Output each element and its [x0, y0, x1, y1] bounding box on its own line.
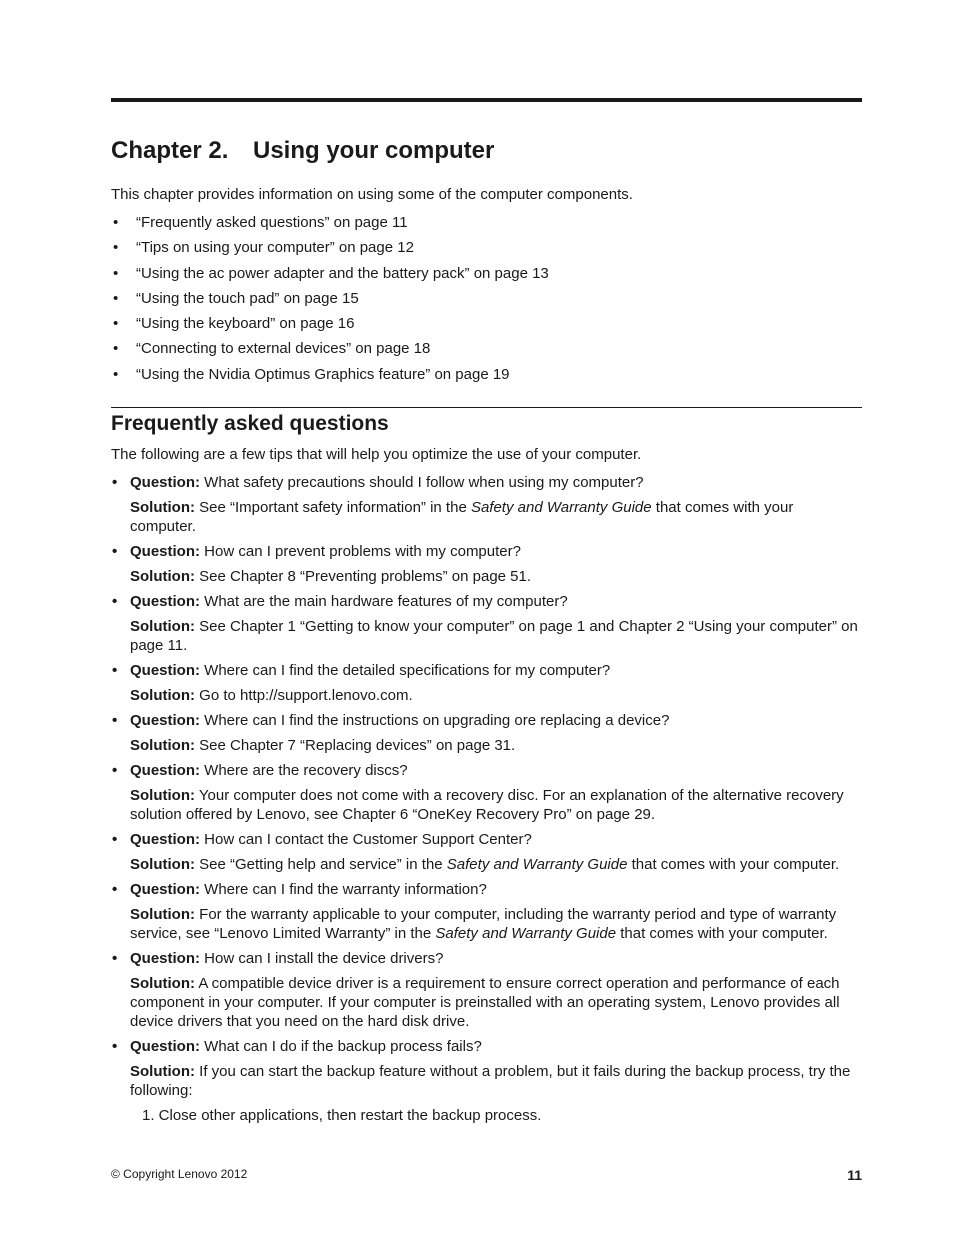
solution-step: 1. Close other applications, then restart the backup process.: [142, 1107, 542, 1124]
solution-label: Solution:: [130, 1063, 195, 1080]
faq-question: [130, 542, 862, 561]
solution-label: Solution:: [130, 499, 195, 516]
chapter-number: Chapter 2.: [111, 137, 229, 164]
faq-question: [130, 661, 862, 680]
question-label: Question:: [130, 474, 200, 491]
solution-label: Solution:: [130, 618, 195, 635]
question-text: Where can I find the detailed specifications for my computer?: [204, 662, 611, 679]
toc-item[interactable]: • “Using the touch pad” on page 15: [111, 289, 549, 314]
solution-steps: [130, 1106, 862, 1125]
faq-item: [111, 592, 862, 655]
solution-text: See “Getting help and service” in the: [199, 856, 447, 873]
faq-item: [111, 1037, 862, 1125]
question-label: Question:: [130, 712, 200, 729]
chapter-intro: This chapter provides information on using some of the computer components.: [111, 186, 633, 203]
question-text: Where can I find the warranty information?: [204, 881, 487, 898]
faq-question: [130, 473, 862, 492]
solution-text-after: that comes with your computer.: [627, 856, 840, 873]
faq-question: [130, 949, 862, 968]
question-label: Question:: [130, 662, 200, 679]
faq-item: [111, 949, 862, 1031]
section-title: Frequently asked questions: [111, 412, 389, 435]
faq-item: [111, 761, 862, 824]
solution-text: Go to http://support.lenovo.com.: [199, 687, 413, 704]
faq-question: [130, 761, 862, 780]
solution-label: Solution:: [130, 906, 195, 923]
faq-solution: [130, 905, 862, 943]
solution-text: A compatible device driver is a requirement to ensure correct operation and performance of each component in your computer. If your computer is preinstalled with an operating system, Lenovo provides all device drivers that you need on the hard disk drive.: [130, 975, 840, 1030]
chapter-title: [111, 136, 494, 166]
faq-solution: [130, 855, 862, 874]
solution-text-after: that comes with your computer.: [616, 925, 828, 942]
toc-item[interactable]: • “Frequently asked questions” on page 11: [111, 213, 549, 238]
toc-item[interactable]: • “Connecting to external devices” on page 18: [111, 339, 549, 364]
guide-title: Safety and Warranty Guide: [435, 925, 617, 942]
solution-text: See Chapter 1 “Getting to know your computer” on page 1 and Chapter 2 “Using your computer” on page 11.: [130, 618, 858, 654]
guide-title: Safety and Warranty Guide: [446, 856, 628, 873]
faq-question: [130, 711, 862, 730]
faq-item: [111, 661, 862, 705]
solution-label: Solution:: [130, 737, 195, 754]
solution-text-after: that comes with your computer.: [130, 499, 794, 535]
question-label: Question:: [130, 593, 200, 610]
solution-label: Solution:: [130, 787, 195, 804]
question-text: How can I contact the Customer Support Center?: [204, 831, 532, 848]
solution-label: Solution:: [130, 856, 195, 873]
question-text: Where are the recovery discs?: [204, 762, 408, 779]
question-text: What are the main hardware features of my computer?: [204, 593, 568, 610]
chapter-name: Using your computer: [253, 137, 495, 164]
faq-item: [111, 473, 862, 536]
section-rule: [111, 407, 862, 408]
question-label: Question:: [130, 543, 200, 560]
faq-item: [111, 711, 862, 755]
question-label: Question:: [130, 950, 200, 967]
faq-item: [111, 880, 862, 943]
solution-label: Solution:: [130, 975, 195, 992]
faq-solution: [130, 786, 862, 824]
toc-item[interactable]: • “Using the keyboard” on page 16: [111, 314, 549, 339]
solution-text: For the warranty applicable to your computer, including the warranty period and type of warranty service, see “Lenovo Limited Warranty” in the: [130, 906, 837, 942]
solution-text: See Chapter 8 “Preventing problems” on page 51.: [199, 568, 532, 585]
page-number: 11: [847, 1167, 862, 1183]
faq-list: [111, 473, 862, 1131]
solution-text: Your computer does not come with a recovery disc. For an explanation of the alternative recovery solution offered by Lenovo, see Chapter 6 “OneKey Recovery Pro” on page 29.: [130, 787, 844, 823]
faq-item: [111, 542, 862, 586]
question-label: Question:: [130, 1038, 200, 1055]
faq-question: [130, 1037, 862, 1056]
solution-label: Solution:: [130, 568, 195, 585]
faq-question: [130, 830, 862, 849]
question-text: How can I prevent problems with my computer?: [204, 543, 521, 560]
question-label: Question:: [130, 762, 200, 779]
question-text: Where can I find the instructions on upgrading ore replacing a device?: [204, 712, 670, 729]
question-text: What safety precautions should I follow when using my computer?: [204, 474, 644, 491]
toc-item[interactable]: • “Using the Nvidia Optimus Graphics feature” on page 19: [111, 365, 549, 390]
faq-question: [130, 592, 862, 611]
question-text: What can I do if the backup process fails?: [204, 1038, 482, 1055]
faq-solution: [130, 498, 862, 536]
faq-item: [111, 830, 862, 874]
faq-solution: [130, 617, 862, 655]
solution-text: See Chapter 7 “Replacing devices” on page 31.: [199, 737, 516, 754]
solution-label: Solution:: [130, 687, 195, 704]
guide-title: Safety and Warranty Guide: [470, 499, 652, 516]
top-rule: [111, 98, 862, 102]
question-label: Question:: [130, 831, 200, 848]
section-intro: The following are a few tips that will help you optimize the use of your computer.: [111, 446, 642, 463]
copyright: © Copyright Lenovo 2012: [111, 1167, 248, 1181]
faq-solution: [130, 567, 862, 586]
faq-solution: [130, 686, 862, 705]
faq-solution: [130, 736, 862, 755]
chapter-toc: [111, 213, 549, 390]
faq-solution: [130, 1062, 862, 1100]
toc-item[interactable]: • “Tips on using your computer” on page 12: [111, 238, 549, 263]
question-label: Question:: [130, 881, 200, 898]
question-text: How can I install the device drivers?: [204, 950, 444, 967]
faq-solution: [130, 974, 862, 1031]
solution-text: See “Important safety information” in the: [199, 499, 471, 516]
toc-item[interactable]: • “Using the ac power adapter and the battery pack” on page 13: [111, 264, 549, 289]
solution-text: If you can start the backup feature without a problem, but it fails during the backup process, try the following:: [130, 1063, 851, 1099]
faq-question: [130, 880, 862, 899]
